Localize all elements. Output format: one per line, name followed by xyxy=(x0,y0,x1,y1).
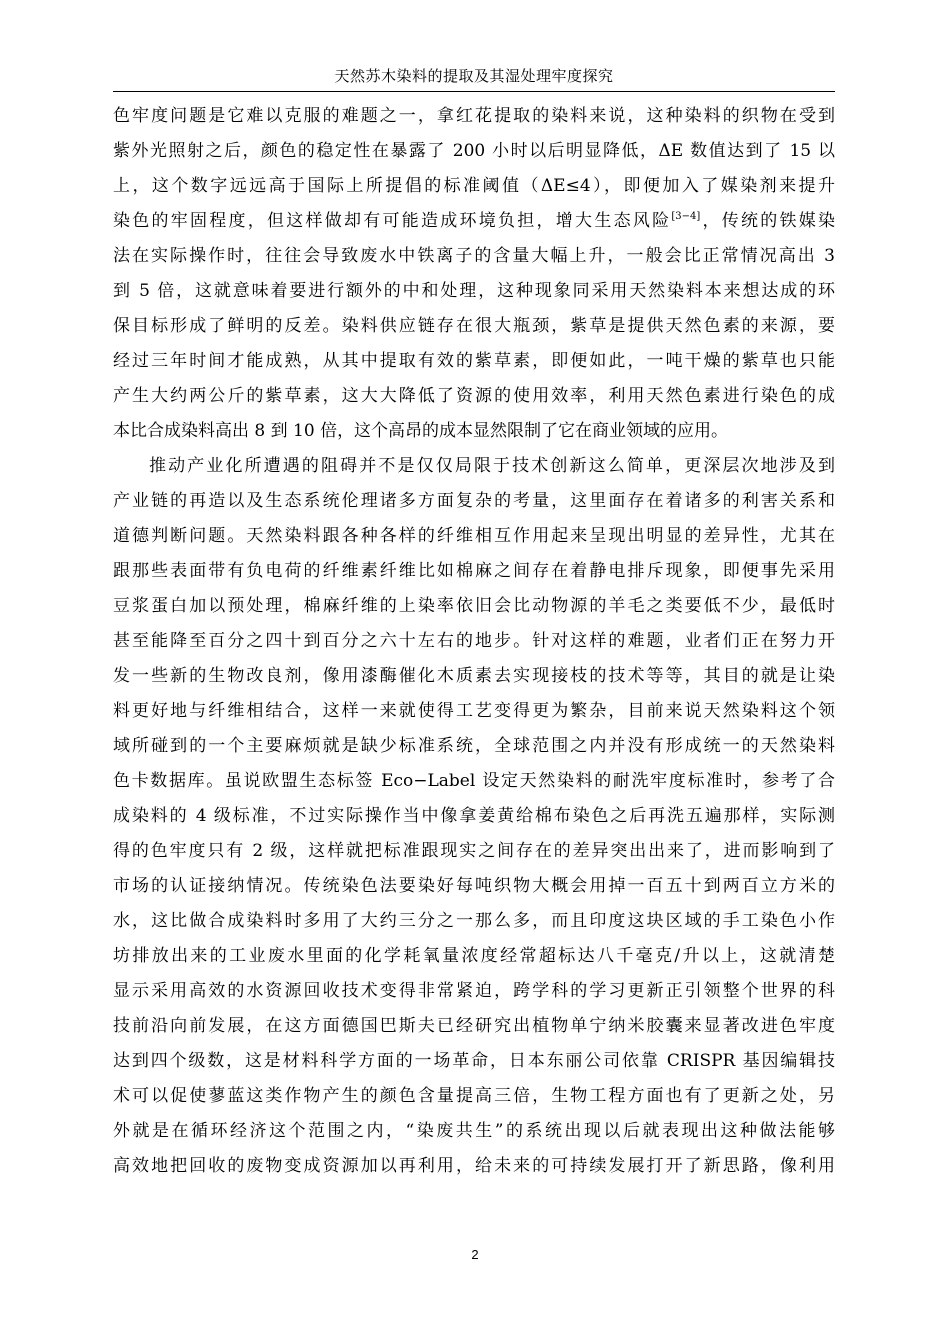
text-fragment: 染色的牢固程度，但这样做却有可能造成环境负担，增大生态风险 xyxy=(113,211,672,231)
text-line-with-citation xyxy=(113,204,835,239)
text-line: 达到四个级数，这是材料科学方面的一场革命，日本东丽公司依靠 CRISPR 基因编辑技 xyxy=(113,1051,835,1071)
paragraph-2 xyxy=(113,449,835,1184)
text-line: 水，这比做合成染料时多用了大约三分之一那么多，而且印度这块区域的手工染色小作 xyxy=(113,911,835,931)
text-line: 成染料的 4 级标准，不过实际操作当中像拿姜黄给棉布染色之后再洗五遍那样，实际测 xyxy=(113,806,835,826)
text-line: 产生大约两公斤的紫草素，这大大降低了资源的使用效率，利用天然色素进行染色的成 xyxy=(113,386,835,406)
text-line: 术可以促使蓼蓝这类作物产生的颜色含量提高三倍，生物工程方面也有了更新之处，另 xyxy=(113,1086,835,1106)
text-line: 产业链的再造以及生态系统伦理诸多方面复杂的考量，这里面存在着诸多的利害关系和 xyxy=(113,491,835,511)
text-line: 技前沿向前发展，在这方面德国巴斯夫已经研究出植物单宁纳米胶囊来显著改进色牢度 xyxy=(113,1016,835,1036)
page-number: 2 xyxy=(471,1247,479,1262)
body-text xyxy=(113,99,835,1184)
text-line: 推动产业化所遭遇的阻碍并不是仅仅局限于技术创新这么简单，更深层次地涉及到 xyxy=(149,456,835,476)
text-line: 紫外光照射之后，颜色的稳定性在暴露了 200 小时以后明显降低，ΔE 数值达到了 15 以 xyxy=(113,141,835,161)
text-line: 市场的认证接纳情况。传统染色法要染好每吨织物大概会用掉一百五十到两百立方米的 xyxy=(113,876,835,896)
header-rule xyxy=(113,91,835,92)
text-line: 上，这个数字远远高于国际上所提倡的标准阈值（ΔE≤4），即便加入了媒染剂来提升 xyxy=(113,176,835,196)
text-line: 豆浆蛋白加以预处理，棉麻纤维的上染率依旧会比动物源的羊毛之类要低不少，最低时 xyxy=(113,596,835,616)
text-fragment: ，传统的铁媒染 xyxy=(700,211,836,231)
text-line: 跟那些表面带有负电荷的纤维素纤维比如棉麻之间存在着静电排斥现象，即便事先采用 xyxy=(113,561,835,581)
text-line: 到 5 倍，这就意味着要进行额外的中和处理，这种现象同采用天然染料本来想达成的环 xyxy=(113,281,835,301)
text-line: 显示采用高效的水资源回收技术变得非常紧迫，跨学科的学习更新正引领整个世界的科 xyxy=(113,981,835,1001)
text-line: 甚至能降至百分之四十到百分之六十左右的地步。针对这样的难题，业者们正在努力开 xyxy=(113,631,835,651)
text-line: 发一些新的生物改良剂，像用漆酶催化木质素去实现接枝的技术等等，其目的就是让染 xyxy=(113,666,835,686)
text-line: 保目标形成了鲜明的反差。染料供应链存在很大瓶颈，紫草是提供天然色素的来源，要 xyxy=(113,316,835,336)
text-line: 料更好地与纤维相结合，这样一来就使得工艺变得更为繁杂，目前来说天然染料这个领 xyxy=(113,701,835,721)
text-line: 经过三年时间才能成熟，从其中提取有效的紫草素，即便如此，一吨干燥的紫草也只能 xyxy=(113,351,835,371)
text-line: 色牢度问题是它难以克服的难题之一，拿红花提取的染料来说，这种染料的织物在受到 xyxy=(113,106,835,126)
text-line: 坊排放出来的工业废水里面的化学耗氧量浓度经常超标达八千毫克/升以上，这就清楚 xyxy=(113,946,835,966)
text-line: 法在实际操作时，往往会导致废水中铁离子的含量大幅上升，一般会比正常情况高出 3 xyxy=(113,246,835,266)
text-line: 高效地把回收的废物变成资源加以再利用，给未来的可持续发展打开了新思路，像利用 xyxy=(113,1156,835,1176)
citation-marker: [3−4] xyxy=(671,211,701,222)
text-line: 色卡数据库。虽说欧盟生态标签 Eco−Label 设定天然染料的耐洗牢度标准时，参考了合 xyxy=(113,771,835,791)
text-line: 本比合成染料高出 8 到 10 倍，这个高昂的成本显然限制了它在商业领域的应用。 xyxy=(113,421,729,441)
text-line: 道德判断问题。天然染料跟各种各样的纤维相互作用起来呈现出明显的差异性，尤其在 xyxy=(113,526,835,546)
paragraph-1 xyxy=(113,99,835,449)
text-line: 得的色牢度只有 2 级，这样就把标准跟现实之间存在的差异突出出来了，进而影响到了 xyxy=(113,841,835,861)
text-line: 域所碰到的一个主要麻烦就是缺少标准系统，全球范围之内并没有形成统一的天然染料 xyxy=(113,736,835,756)
text-line: 外就是在循环经济这个范围之内，“染废共生”的系统出现以后就表现出这种做法能够 xyxy=(113,1121,835,1141)
running-header: 天然苏木染料的提取及其湿处理牢度探究 xyxy=(334,67,614,85)
